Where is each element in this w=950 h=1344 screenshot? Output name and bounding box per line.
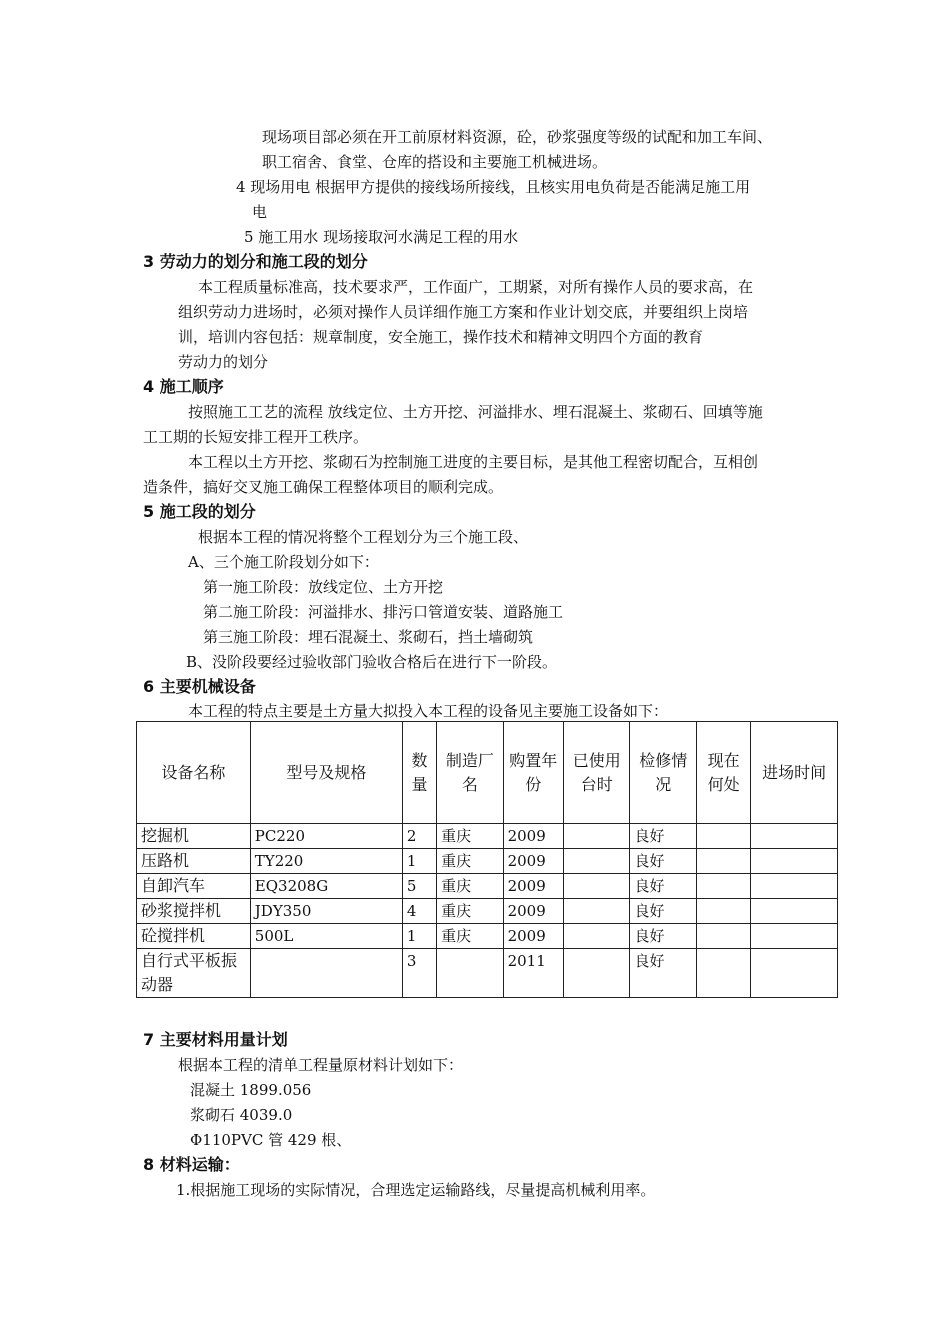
cell-name: 挖掘机 [137, 824, 251, 849]
cell-model: 500L [250, 924, 402, 949]
cell-name: 砂浆搅拌机 [137, 899, 251, 924]
equipment-table [136, 721, 838, 998]
col-header-model: 型号及规格 [250, 722, 402, 824]
cell-maker: 重庆 [437, 924, 503, 949]
cell-location [696, 824, 750, 849]
cell-hours [564, 874, 630, 899]
cell-location [696, 949, 750, 998]
material-masonry: 浆砌石 4039.0 [190, 1106, 293, 1124]
cell-condition: 良好 [630, 874, 696, 899]
section-5-heading: 5 施工段的划分 [143, 502, 256, 521]
cell-model: JDY350 [250, 899, 402, 924]
material-concrete: 混凝土 1899.056 [190, 1081, 312, 1099]
section-4-para-2: 工工期的长短安排工程开工秩序。 [143, 428, 369, 446]
cell-year: 2009 [503, 899, 563, 924]
cell-name: 自行式平板振动器 [137, 949, 251, 998]
cell-qty: 1 [402, 924, 436, 949]
intro-line-1: 现场项目部必须在开工前原材料资源，砼，砂浆强度等级的试配和加工车间、 [262, 128, 773, 146]
cell-year: 2009 [503, 874, 563, 899]
section-3-para-4: 劳动力的划分 [178, 353, 269, 371]
cell-hours [564, 924, 630, 949]
section-6-para-1: 本工程的特点主要是土方量大拟投入本工程的设备见主要施工设备如下： [188, 702, 669, 720]
section-5-item-b: B、没阶段要经过验收部门验收合格后在进行下一阶段。 [186, 653, 558, 671]
cell-condition: 良好 [630, 924, 696, 949]
cell-location [696, 849, 750, 874]
table-row [137, 849, 838, 874]
cell-qty: 3 [402, 949, 436, 998]
cell-location [696, 899, 750, 924]
section-6-heading: 6 主要机械设备 [143, 677, 256, 696]
table-row [137, 824, 838, 849]
cell-model: EQ3208G [250, 874, 402, 899]
cell-entry-time [751, 949, 838, 998]
section-5-stage-2: 第二施工阶段：河溢排水、排污口管道安装、道路施工 [203, 603, 564, 621]
intro-item-4a: 4 现场用电 根据甲方提供的接线场所接线，且核实用电负荷是否能满足施工用 [236, 178, 751, 196]
cell-name: 砼搅拌机 [137, 924, 251, 949]
col-header-location: 现在何处 [696, 722, 750, 824]
cell-maker: 重庆 [437, 874, 503, 899]
cell-maker: 重庆 [437, 849, 503, 874]
cell-year: 2009 [503, 824, 563, 849]
cell-name: 自卸汽车 [137, 874, 251, 899]
cell-maker [437, 949, 503, 998]
cell-condition: 良好 [630, 949, 696, 998]
equipment-table-header [137, 722, 838, 824]
cell-condition: 良好 [630, 899, 696, 924]
section-5-stage-3: 第三施工阶段：埋石混凝土、浆砌石，挡土墙砌筑 [203, 628, 534, 646]
cell-entry-time [751, 874, 838, 899]
cell-hours [564, 849, 630, 874]
section-7-heading: 7 主要材料用量计划 [143, 1030, 288, 1049]
cell-condition: 良好 [630, 849, 696, 874]
table-row [137, 874, 838, 899]
cell-hours [564, 824, 630, 849]
section-3-para-3: 训，培训内容包括：规章制度，安全施工，操作技术和精神文明四个方面的教育 [178, 328, 704, 346]
cell-model: PC220 [250, 824, 402, 849]
intro-item-5: 5 施工用水 现场接取河水满足工程的用水 [244, 228, 519, 246]
col-header-condition: 检修情况 [630, 722, 696, 824]
col-header-entry-time: 进场时间 [751, 722, 838, 824]
table-row [137, 949, 838, 998]
material-pvc-pipe: Φ110PVC 管 429 根、 [190, 1131, 352, 1149]
section-4-heading: 4 施工顺序 [143, 377, 224, 396]
cell-year: 2009 [503, 849, 563, 874]
col-header-hours: 已使用台时 [564, 722, 630, 824]
cell-entry-time [751, 899, 838, 924]
cell-model [250, 949, 402, 998]
cell-entry-time [751, 849, 838, 874]
cell-model: TY220 [250, 849, 402, 874]
section-5-item-a: A、三个施工阶段划分如下： [188, 553, 379, 571]
cell-maker: 重庆 [437, 824, 503, 849]
cell-qty: 2 [402, 824, 436, 849]
cell-entry-time [751, 824, 838, 849]
col-header-maker: 制造厂名 [437, 722, 503, 824]
section-7-para-1: 根据本工程的清单工程量原材料计划如下： [178, 1056, 464, 1074]
intro-item-4b: 电 [252, 203, 268, 221]
cell-location [696, 874, 750, 899]
cell-qty: 4 [402, 899, 436, 924]
cell-qty: 5 [402, 874, 436, 899]
table-row [137, 899, 838, 924]
cell-qty: 1 [402, 849, 436, 874]
section-4-para-3: 本工程以土方开挖、浆砌石为控制施工进度的主要目标，是其他工程密切配合，互相创 [188, 453, 759, 471]
cell-hours [564, 949, 630, 998]
cell-name: 压路机 [137, 849, 251, 874]
col-header-year: 购置年份 [503, 722, 563, 824]
table-row [137, 924, 838, 949]
cell-location [696, 924, 750, 949]
col-header-qty: 数量 [402, 722, 436, 824]
col-header-name: 设备名称 [137, 722, 251, 824]
section-3-heading: 3 劳动力的划分和施工段的划分 [143, 252, 368, 271]
cell-maker: 重庆 [437, 899, 503, 924]
section-5-stage-1: 第一施工阶段：放线定位、土方开挖 [203, 578, 444, 596]
section-5-para-1: 根据本工程的情况将整个工程划分为三个施工段、 [198, 528, 529, 546]
section-4-para-4: 造条件，搞好交叉施工确保工程整体项目的顺利完成。 [143, 478, 504, 496]
cell-entry-time [751, 924, 838, 949]
cell-condition: 良好 [630, 824, 696, 849]
cell-year: 2011 [503, 949, 563, 998]
section-3-para-1: 本工程质量标准高，技术要求严，工作面广，工期紧，对所有操作人员的要求高，在 [198, 278, 754, 296]
section-8-heading: 8 材料运输： [143, 1155, 240, 1174]
intro-line-2: 职工宿舍、食堂、仓库的搭设和主要施工机械进场。 [262, 153, 608, 171]
cell-hours [564, 899, 630, 924]
section-3-para-2: 组织劳动力进场时，必须对操作人员详细作施工方案和作业计划交底，并要组织上岗培 [178, 303, 749, 321]
cell-year: 2009 [503, 924, 563, 949]
section-4-para-1: 按照施工工艺的流程 放线定位、土方开挖、河溢排水、埋石混凝土、浆砌石、回填等施 [188, 403, 763, 421]
section-8-para-1: 1.根据施工现场的实际情况，合理选定运输路线，尽量提高机械利用率。 [176, 1181, 656, 1199]
